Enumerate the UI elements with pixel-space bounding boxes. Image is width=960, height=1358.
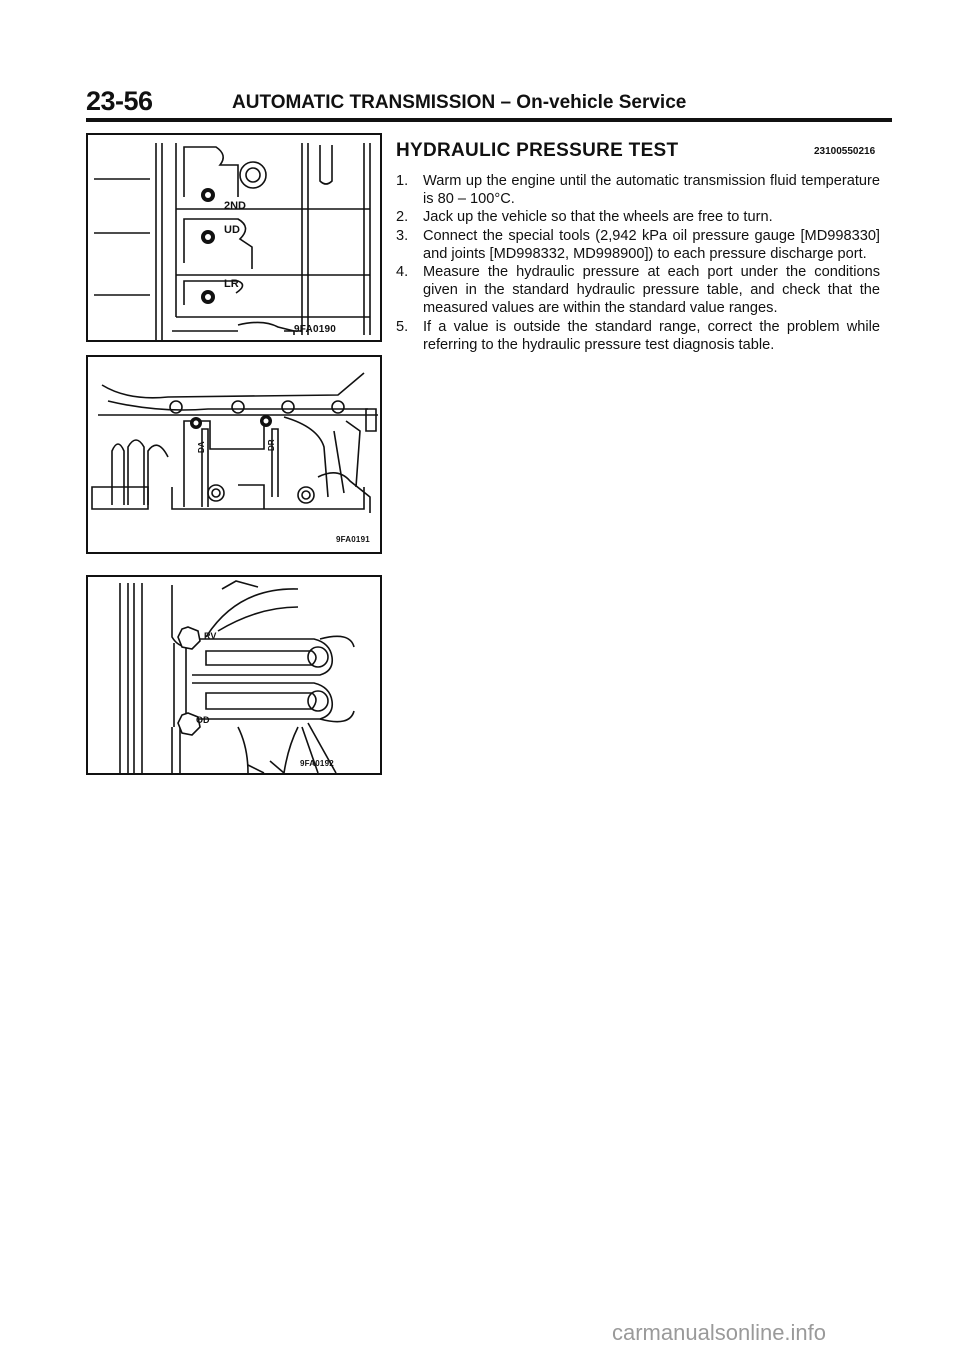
port-label-ud: UD — [224, 224, 240, 236]
section-title: HYDRAULIC PRESSURE TEST — [396, 140, 679, 161]
figure-code: 9FA0192 — [300, 759, 334, 768]
port-label-lr: LR — [224, 278, 239, 290]
figure-2-drawing — [88, 357, 382, 554]
step-number: 1. — [396, 173, 409, 189]
port-label-2nd: 2ND — [224, 200, 247, 212]
figure-1-drawing — [88, 135, 382, 342]
watermark: carmanualsonline.info — [612, 1320, 827, 1345]
figure-code: 9FA0190 — [294, 324, 336, 335]
step-number: 5. — [396, 318, 409, 335]
step-item — [396, 263, 880, 318]
page-header-title: AUTOMATIC TRANSMISSION – On-vehicle Service — [232, 92, 687, 113]
step-item — [396, 227, 880, 263]
port-label-od: OD — [196, 715, 210, 725]
step-item — [396, 318, 880, 354]
step-item — [396, 208, 880, 226]
step-number: 2. — [396, 209, 409, 226]
procedure-steps — [396, 172, 880, 354]
section-code: 23100550216 — [814, 146, 876, 157]
figure-pressure-ports-da-dr — [86, 355, 382, 554]
step-text: If a value is outside the standard range, correct the problem while referring to the hydraulic pressure test diagnosis table. — [423, 318, 880, 353]
port-label-da: DA — [197, 441, 206, 453]
step-text: Measure the hydraulic pressure at each port under the conditions given in the standard hydraulic pressure table, and check that the measured values are within the standard value ranges. — [423, 264, 880, 317]
port-label-dr: DR — [267, 439, 276, 451]
figure-pressure-ports-rv-od — [86, 575, 382, 775]
step-text: Jack up the vehicle so that the wheels are free to turn. — [423, 209, 773, 226]
step-text: Connect the special tools (2,942 kPa oil pressure gauge [MD998330] and joints [MD998332, MD998900]) to each pressure discharge port. — [423, 227, 880, 262]
port-label-rv: RV — [204, 631, 217, 641]
step-item — [396, 172, 880, 208]
header-rule — [86, 118, 892, 122]
step-number: 3. — [396, 227, 409, 244]
page-number: 23-56 — [86, 86, 153, 116]
figure-code: 9FA0191 — [336, 535, 370, 544]
step-number: 4. — [396, 264, 409, 281]
figure-3-drawing — [88, 577, 382, 775]
figure-pressure-ports-2nd-ud-lr — [86, 133, 382, 342]
step-text: Warm up the engine until the automatic transmission fluid temperature is 80 – 100°C. — [423, 173, 880, 208]
